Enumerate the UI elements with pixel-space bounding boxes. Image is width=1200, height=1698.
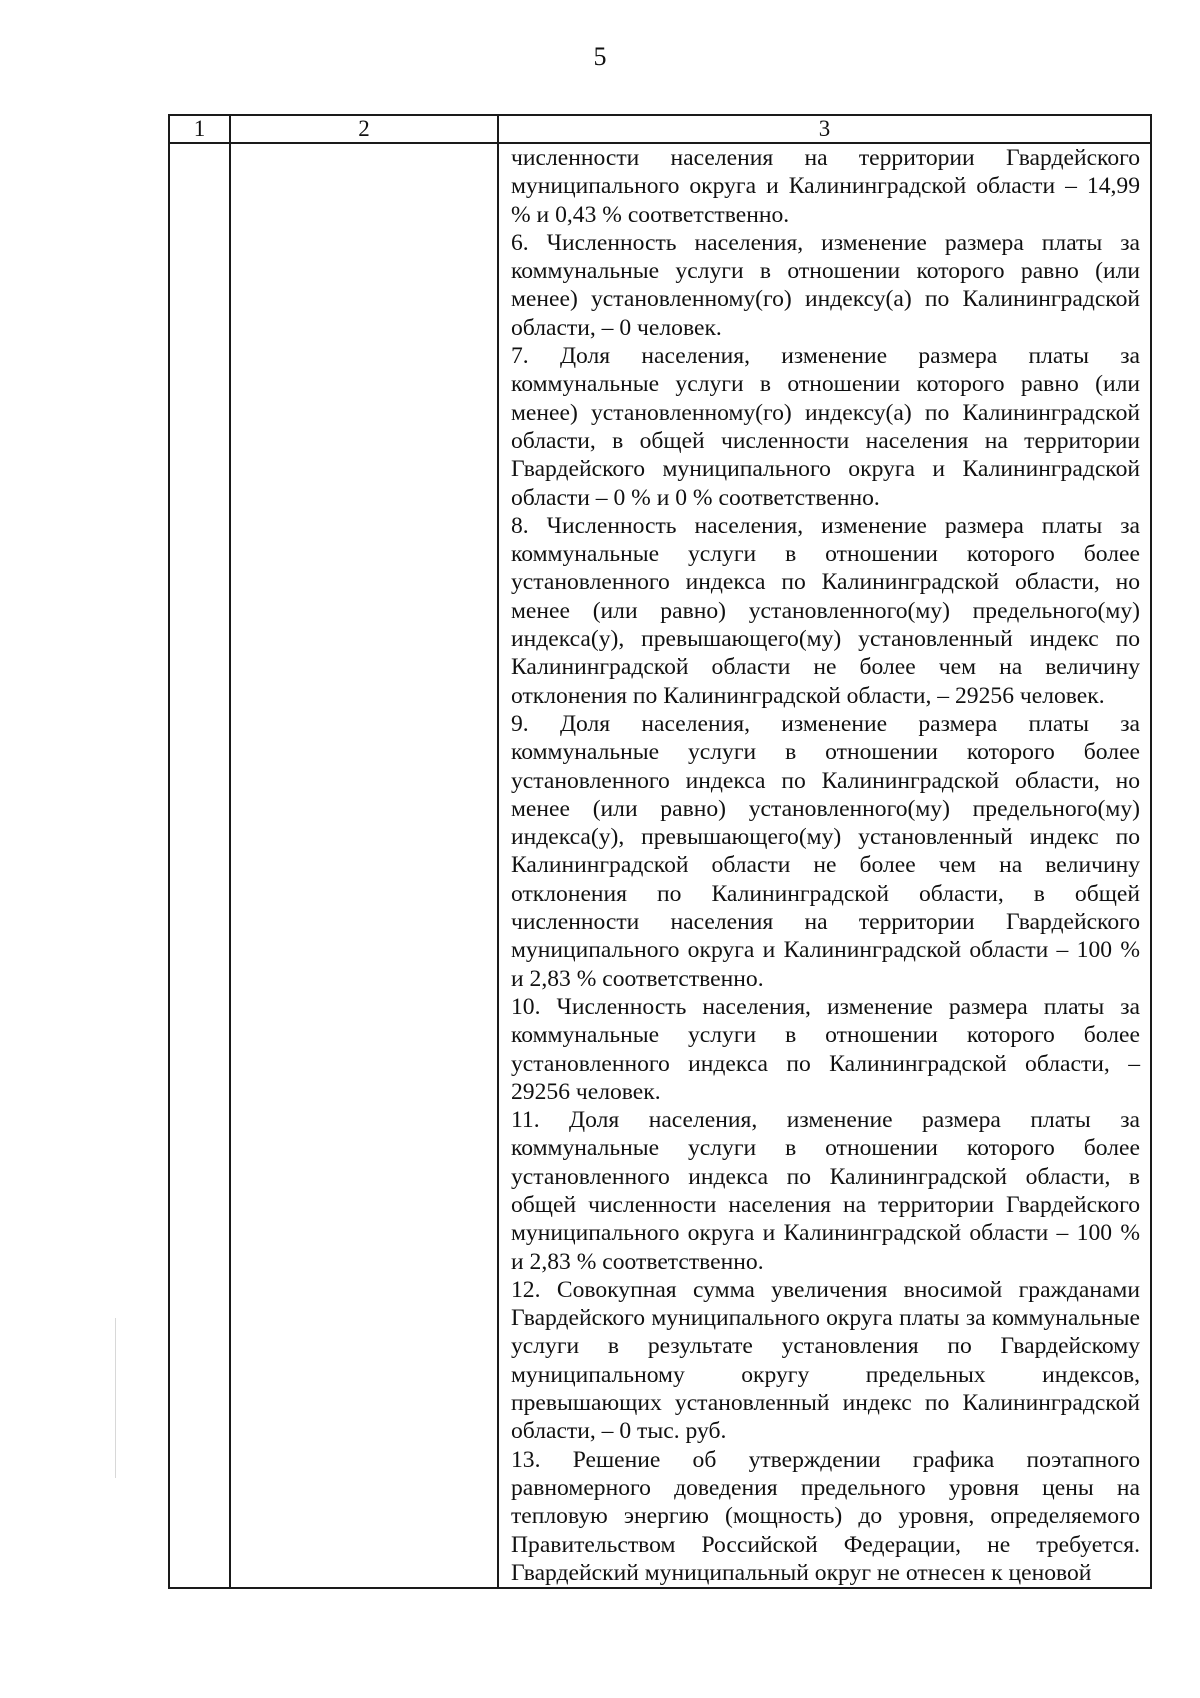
indicator-item-continued: численности населения на территории Гвардейского муниципального округа и Калининградской области – 14,99 % и 0,43 % соответственно. [511,145,1140,228]
body-col-2-cell [230,143,498,1588]
page-number: 5 [593,42,607,71]
scan-artifact-line [115,1318,116,1478]
body-col-3-cell [498,143,1151,1588]
indicator-item-6: 6. Численность населения, изменение размера платы за коммунальные услуги в отношении которого равно (или менее) установленному(го) индексу(а) по Калининградской области, – 0 человек. [511,229,1140,341]
table-body-row [169,143,1151,1588]
table-header-row [169,115,1151,143]
indicator-item-12: 12. Совокупная сумма увеличения вносимой гражданами Гвардейского муниципального округа платы за коммунальные услуги в результате установления по Гвардейскому муниципальному округу предельных индексов, превышающих установленный индекс по Калининградской области, – 0 тыс. руб. [511,1276,1140,1445]
header-col-1: 1 [169,115,230,143]
indicator-item-10: 10. Численность населения, изменение размера платы за коммунальные услуги в отношении которого более установленного индекса по Калининградской области, – 29256 человек. [511,993,1140,1105]
indicator-table [168,114,1152,1589]
header-col-3: 3 [498,115,1151,143]
indicator-item-8: 8. Численность населения, изменение размера платы за коммунальные услуги в отношении которого более установленного индекса по Калининградской области, но менее (или равно) установленного(му) предельного(му) индекса(у), превышающего(му) установленный индекс по Калининградской области не более чем на величину отклонения по Калининградской области, – 29256 человек. [511,512,1140,709]
indicator-item-11: 11. Доля населения, изменение размера платы за коммунальные услуги в отношении которого более установленного индекса по Калининградской области, в общей численности населения на территории Гвардейского муниципального округа и Калининградской области – 100 % и 2,83 % соответственно. [511,1107,1140,1275]
indicator-item-13: 13. Решение об утверждении графика поэтапного равномерного доведения предельного уровня цены на тепловую энергию (мощность) до уровня, определяемого Правительством Российской Федерации, не требуется. Гвардейский муниципальный округ не отнесен к ценовой [511,1446,1140,1586]
body-col-1-cell [169,143,230,1588]
header-col-2: 2 [230,115,498,143]
indicator-item-7: 7. Доля населения, изменение размера платы за коммунальные услуги в отношении которого равно (или менее) установленному(го) индексу(а) по Калининградской области, в общей численности населения на территории Гвардейского муниципального округа и Калининградской области – 0 % и 0 % соответственно. [511,343,1140,511]
indicator-item-9: 9. Доля населения, изменение размера платы за коммунальные услуги в отношении которого более установленного индекса по Калининградской области, но менее (или равно) установленного(му) предельного(му) индекса(у), превышающего(му) установленный индекс по Калининградской области не более чем на величину отклонения по Калининградской области, в общей численности населения на территории Гвардейского муниципального округа и Калининградской области – 100 % и 2,83 % соответственно. [511,710,1140,992]
